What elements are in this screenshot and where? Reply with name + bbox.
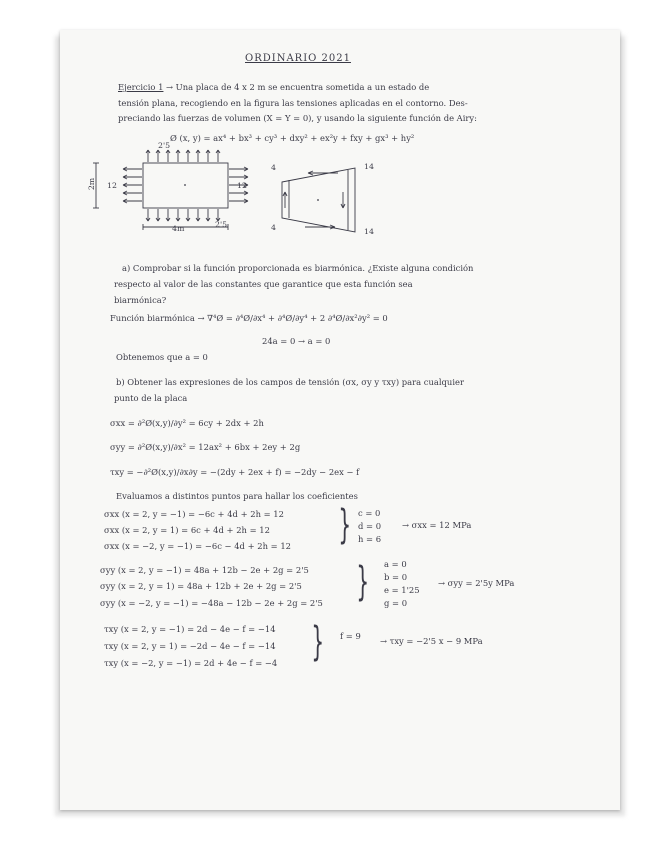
statement-line-1: → Una placa de 4 x 2 m se encuentra sometida a un estado de — [166, 82, 430, 92]
sxx-brace: } — [338, 502, 352, 548]
top-load-label: 2'5 — [158, 141, 171, 150]
part-b-line-1: b) Obtener las expresiones de los campos de tensión (σx, σy y τxy) para cualquier — [116, 377, 464, 387]
txy-eq-3: τxy (x = −2, y = −1) = 2d + 4e − f = −4 — [104, 658, 278, 668]
statement-line-2: tensión plana, recogiendo en la figura las tensiones aplicadas en el contorno. Des- — [118, 98, 468, 108]
part-a-line-3: biarmónica? — [114, 295, 167, 305]
shear-top-left: 4 — [271, 163, 276, 172]
syy-sol-g: g = 0 — [384, 598, 408, 608]
part-a-step: 24a = 0 → a = 0 — [262, 336, 331, 346]
part-a-line-1: a) Comprobar si la función proporcionada es biarmónica. ¿Existe alguna condición — [122, 263, 474, 273]
top-load-arrows — [146, 150, 220, 162]
left-load-arrows — [123, 167, 142, 203]
sxx-eq-3: σxx (x = −2, y = −1) = −6c − 4d + 2h = 12 — [104, 541, 291, 551]
sxx-result: → σxx = 12 MPa — [402, 520, 472, 530]
height-label: 2m — [87, 177, 97, 191]
sxx-sol-d: d = 0 — [358, 521, 382, 531]
sxx-sol-c: c = 0 — [358, 508, 381, 518]
txy-brace: } — [311, 619, 325, 665]
syy-brace: } — [356, 559, 370, 605]
right-load-label: 12 — [237, 181, 247, 190]
syy-sol-e: e = 1'25 — [384, 585, 420, 595]
page-title: ORDINARIO 2021 — [245, 53, 351, 64]
statement-line-3: preciando las fuerzas de volumen (X = Y = 0), y usando la siguiente función de Airy: — [118, 113, 477, 123]
shear-bottom-left: 4 — [271, 223, 276, 232]
tau-xy-expression: τxy = −∂²Ø(x,y)/∂x∂y = −(2dy + 2ex + f) = −2dy − 2ex − f — [110, 467, 360, 477]
part-a-result: Obtenemos que a = 0 — [116, 352, 208, 362]
airy-function: Ø (x, y) = ax⁴ + bx³ + cy³ + dxy² + ex²y + fxy + gx³ + hy² — [170, 133, 415, 143]
sigma-yy-expression: σyy = ∂²Ø(x,y)/∂x² = 12ax² + 6bx + 2ey + 2g — [110, 442, 301, 452]
syy-result: → σyy = 2'5y MPa — [438, 578, 515, 588]
sxx-eq-2: σxx (x = 2, y = 1) = 6c + 4d + 2h = 12 — [104, 525, 270, 535]
syy-sol-a: a = 0 — [384, 559, 407, 569]
evaluate-text: Evaluamos a distintos puntos para hallar los coeficientes — [116, 491, 358, 501]
txy-eq-2: τxy (x = 2, y = 1) = −2d − 4e − f = −14 — [104, 641, 276, 651]
sxx-eq-1: σxx (x = 2, y = −1) = −6c + 4d + 2h = 12 — [104, 509, 284, 519]
shear-top-right: 14 — [364, 162, 374, 171]
width-label: 4m — [172, 224, 185, 233]
part-a-line-2: respecto al valor de las constantes que garantice que esta función sea — [114, 279, 413, 289]
biharmonic-equation: Función biarmónica → ∇⁴Ø = ∂⁴Ø/∂x⁴ + ∂⁴Ø/∂y⁴ + 2 ∂⁴Ø/∂x²∂y² = 0 — [110, 313, 388, 323]
sigma-xx-expression: σxx = ∂²Ø(x,y)/∂y² = 6cy + 2dx + 2h — [110, 418, 264, 428]
exercise-label: Ejercicio 1 — [118, 82, 164, 92]
bottom-load-label: 2'5 — [215, 220, 228, 229]
syy-eq-3: σyy (x = −2, y = −1) = −48a − 12b − 2e + 2g = 2'5 — [100, 598, 323, 608]
txy-sol-f: f = 9 — [340, 631, 361, 641]
bottom-load-arrows — [146, 209, 220, 221]
sxx-sol-h: h = 6 — [358, 534, 382, 544]
txy-eq-1: τxy (x = 2, y = −1) = 2d − 4e − f = −14 — [104, 624, 276, 634]
syy-sol-b: b = 0 — [384, 572, 408, 582]
part-b-line-2: punto de la placa — [114, 393, 188, 403]
txy-result: → τxy = −2'5 x − 9 MPa — [380, 636, 483, 646]
left-load-label: 12 — [107, 181, 117, 190]
syy-eq-1: σyy (x = 2, y = −1) = 48a + 12b − 2e + 2g = 2'5 — [100, 565, 309, 575]
syy-eq-2: σyy (x = 2, y = 1) = 48a + 12b + 2e + 2g = 2'5 — [100, 581, 302, 591]
shear-bottom-right: 14 — [364, 227, 374, 236]
